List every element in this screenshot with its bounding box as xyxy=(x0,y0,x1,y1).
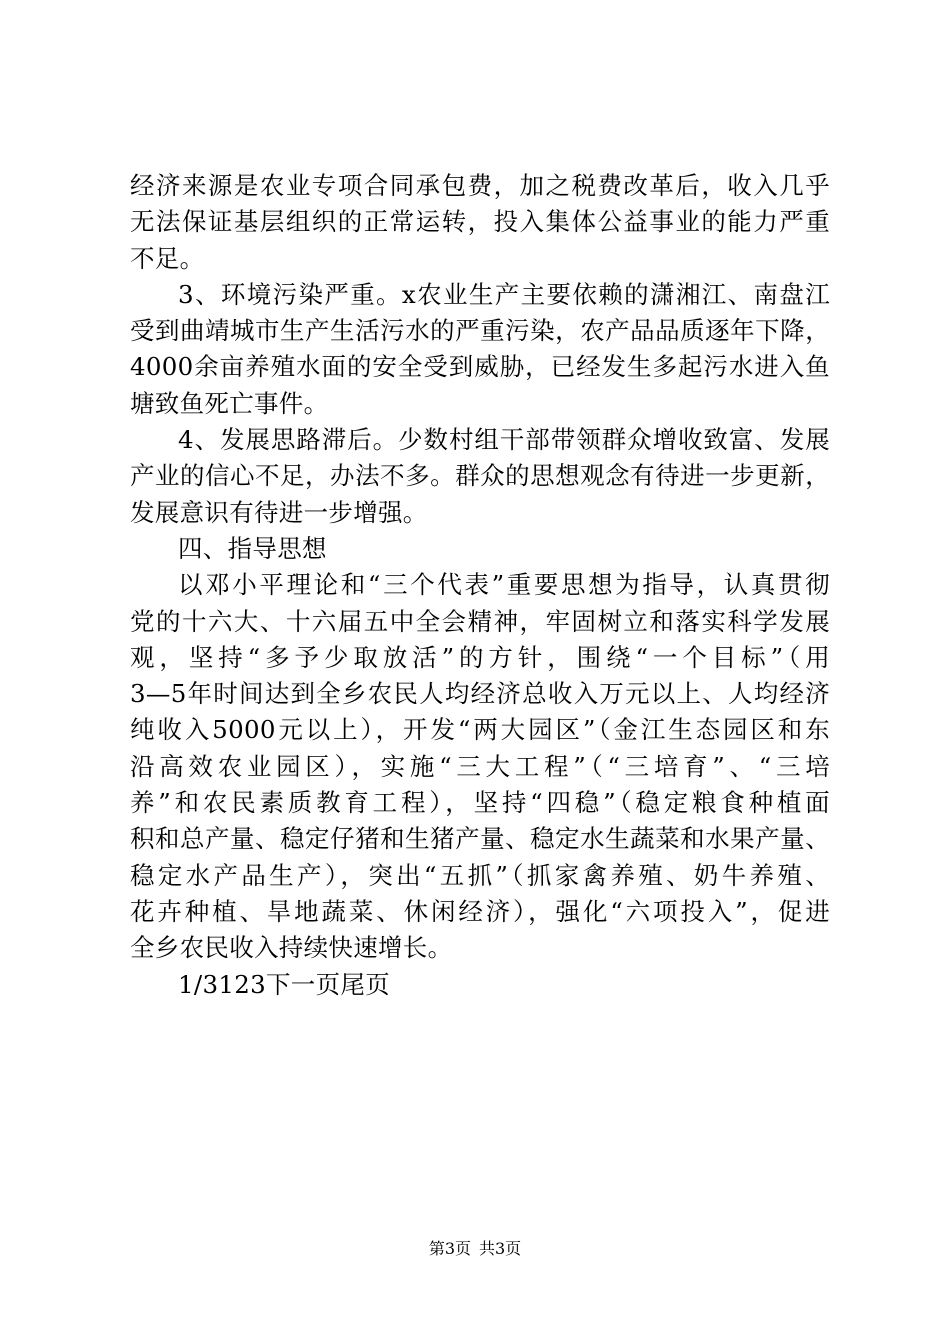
heading-text: 四、指导思想 xyxy=(178,533,327,563)
text-line: 全乡农民收入持续快速增长。 xyxy=(130,933,453,963)
text-line: 积和总产量、稳定仔猪和生猪产量、稳定水生蔬菜和水果产量、 xyxy=(130,824,830,854)
paragraph-development-thinking xyxy=(130,422,830,531)
text-line: 发展意识有待进一步增强。 xyxy=(130,497,428,527)
text-line: 3—5年时间达到全乡农民人均经济总收入万元以上、人均经济 xyxy=(130,679,830,709)
text-line: 不足。 xyxy=(130,243,205,273)
section-heading xyxy=(130,531,830,567)
page-total: 共3页 xyxy=(479,1239,522,1258)
pagination-text[interactable]: 1/3123下一页尾页 xyxy=(178,969,390,999)
page-number: 第3页 xyxy=(428,1239,471,1258)
text-line: 产业的信心不足，办法不多。群众的思想观念有待进一步更新， xyxy=(130,461,830,491)
text-line: 养”和农民素质教育工程），坚持“四稳”（稳定粮食种植面 xyxy=(130,788,830,818)
text-line: 稳定水产品生产），突出“五抓”（抓家禽养殖、奶牛养殖、 xyxy=(130,860,830,890)
pagination-links[interactable] xyxy=(130,967,830,1003)
text-line: 4、发展思路滞后。少数村组干部带领群众增收致富、发展 xyxy=(178,425,830,455)
text-line: 党的十六大、十六届五中全会精神，牢固树立和落实科学发展 xyxy=(130,606,830,636)
text-line: 经济来源是农业专项合同承包费，加之税费改革后，收入几乎 xyxy=(130,171,830,200)
document-body xyxy=(130,168,830,1003)
page-footer xyxy=(0,1238,950,1260)
text-line: 3、环境污染严重。x农业生产主要依赖的潇湘江、南盘江 xyxy=(178,279,830,309)
paragraph-pollution xyxy=(130,277,830,422)
text-line: 受到曲靖城市生产生活污水的严重污染，农产品品质逐年下降， xyxy=(130,316,830,346)
text-line: 塘致鱼死亡事件。 xyxy=(130,388,329,418)
text-line: 观，坚持“多予少取放活”的方针，围绕“一个目标”（用 xyxy=(130,642,830,672)
paragraph-guiding-thought xyxy=(130,567,830,966)
text-line: 无法保证基层组织的正常运转，投入集体公益事业的能力严重 xyxy=(130,207,830,237)
text-line: 沿高效农业园区），实施“三大工程”（“三培育”、“三培 xyxy=(130,751,830,781)
text-line: 纯收入5000元以上），开发“两大园区”（金江生态园区和东 xyxy=(130,715,830,745)
paragraph-funding xyxy=(130,168,830,277)
text-line: 以邓小平理论和“三个代表”重要思想为指导，认真贯彻 xyxy=(178,570,830,600)
text-line: 4000余亩养殖水面的安全受到威胁，已经发生多起污水进入鱼 xyxy=(130,352,830,382)
text-line: 花卉种植、旱地蔬菜、休闲经济），强化“六项投入”，促进 xyxy=(130,896,830,926)
